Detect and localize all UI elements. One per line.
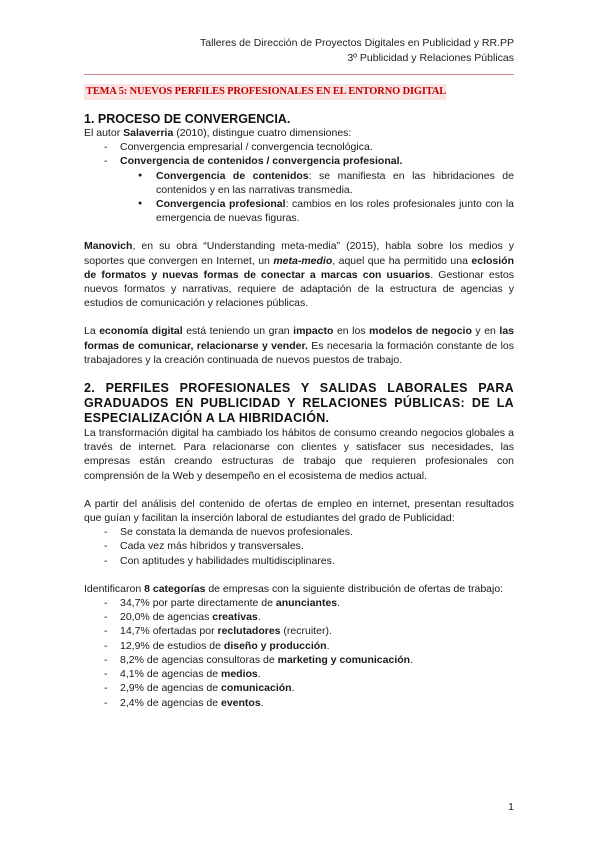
header-degree: 3º Publicidad y Relaciones Públicas [347,52,514,64]
category-item: - 14,7% ofertadas por reclutadores (recruiter). [84,624,514,638]
section-2-paragraph-2: A partir del análisis del contenido de ofertas de empleo en internet, presentan resultados que guían y facilitan la inserción laboral de estudiantes del grado de Publicidad: [84,497,514,525]
list-item: - Cada vez más híbridos y transversales. [84,539,514,553]
section-1-intro: El autor Salaverria (2010), distingue cuatro dimensiones: [84,127,352,139]
convergence-bullets [84,169,514,226]
category-item: - 2,4% de agencias de eventos. [84,696,514,710]
topic-title: TEMA 5: NUEVOS PERFILES PROFESIONALES EN EL ENTORNO DIGITAL [84,84,446,100]
category-item: - 34,7% por parte directamente de anunciantes. [84,596,514,610]
section-1-heading: 1. PROCESO DE CONVERGENCIA. [84,112,291,126]
section-2-heading: 2. PERFILES PROFESIONALES Y SALIDAS LABORALES PARA GRADUADOS EN PUBLICIDAD Y RELACIONES PÚBLICAS: DE LA ESPECIALIZACIÓN A LA HIBRIDACIÓN. [84,381,514,426]
document-body [84,112,514,710]
manovich-paragraph: Manovich, en su obra “Understanding meta-media” (2015), habla sobre los medios y soportes que convergen en Internet, un meta-medio, aquel que ha permitido una eclosión de formatos y nuevas formas de conectar a marcas con usuarios. Gestionar estos nuevos formatos y narrativas, requiere de adaptación de la estructura de agencias y estudios de comunicación y relaciones públicas. [84,240,514,310]
list-item: ● Convergencia profesional: cambios en los roles profesionales junto con la emergencia de nuevas figuras. [84,197,514,225]
topic-title-bar [84,74,514,103]
list-item: - Con aptitudes y habilidades multidisciplinares. [84,554,514,568]
list-item: - Convergencia de contenidos / convergencia profesional. [84,154,514,168]
list-item: ● Convergencia de contenidos: se manifiesta en las hibridaciones de contenidos y en las narrativas transmedia. [84,169,514,197]
category-item: - 20,0% de agencias creativas. [84,610,514,624]
results-list [84,525,514,568]
category-item: - 8,2% de agencias consultoras de marketing y comunicación. [84,653,514,667]
categories-list [84,596,514,710]
section-2-paragraph-3: Identificaron 8 categorías de empresas con la siguiente distribución de ofertas de trabajo: [84,582,504,595]
category-item: - 2,9% de agencias de comunicación. [84,681,514,695]
digital-economy-paragraph: La economía digital está teniendo un gran impacto en los modelos de negocio y en las formas de comunicar, relacionarse y vender. Es necesaria la formación constante de los trabajadores y la creación continuada de nuevos puestos de trabajo. [84,325,515,366]
section-2-paragraph-1: La transformación digital ha cambiado los hábitos de consumo creando negocios globales a través de internet. Para relacionarse con clientes y satisfacer sus necesidades, las empresas están creando estructuras de trabajo que requieren profesionales con comprensión de la Web y desempeño en el ecosistema de medios actual. [84,427,514,482]
header-course: Talleres de Dirección de Proyectos Digitales en Publicidad y RR.PP [200,37,514,49]
dimensions-list [84,140,514,168]
page-number: 1 [508,801,514,813]
category-item: - 4,1% de agencias de medios. [84,667,514,681]
category-item: - 12,9% de estudios de diseño y producción. [84,639,514,653]
list-item: - Convergencia empresarial / convergencia tecnológica. [84,140,514,154]
page-header [200,36,514,66]
list-item: - Se constata la demanda de nuevos profesionales. [84,525,514,539]
